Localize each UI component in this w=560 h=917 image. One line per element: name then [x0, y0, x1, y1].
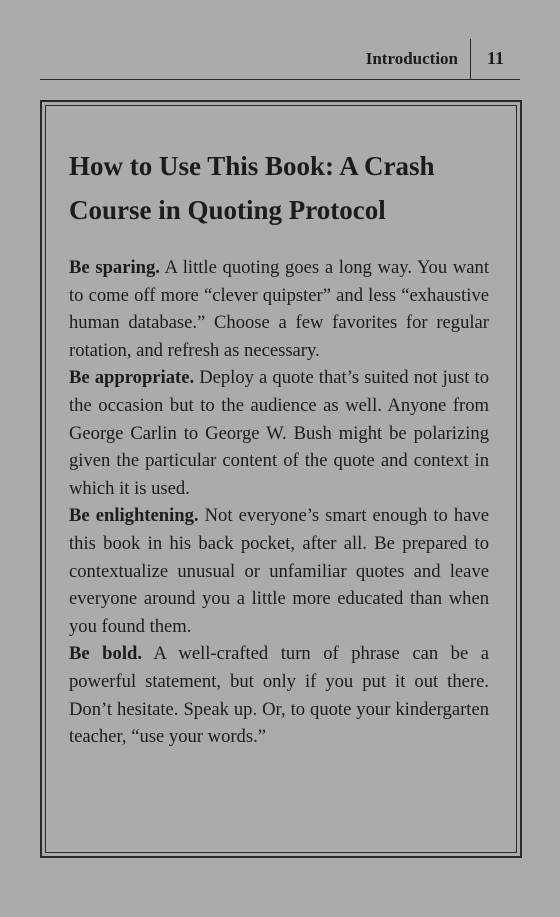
paragraph-text: A little quoting goes a long way. You want to come off more “clever quipster” and less “exhaustive human database.” Choose a few favorites for regular rotation, and refresh as necessary.	[69, 257, 489, 361]
header-divider	[470, 39, 471, 79]
body-text	[69, 254, 489, 751]
paragraph-bold	[69, 640, 489, 750]
paragraph-lead: Be sparing.	[69, 257, 160, 278]
section-title: Introduction	[365, 49, 458, 68]
paragraph-lead: Be enlightening.	[69, 505, 199, 527]
paragraph-sparing	[69, 254, 489, 364]
paragraph-appropriate	[69, 364, 489, 502]
paragraph-text: Deploy a quote that’s suited not just to the occasion but to the audience as well. Anyone from George Carlin to George W. Bush might be polarizing given the particular content of the quote and context in which it is used.	[69, 367, 489, 499]
paragraph-enlightening	[69, 502, 489, 640]
content-frame	[40, 100, 522, 858]
page-title: How to Use This Book: A Crash Course in Quoting Protocol	[69, 151, 435, 225]
paragraph-text: A well-crafted turn of phrase can be a powerful statement, but only if you put it out there. Don’t hesitate. Speak up. Or, to quote your kindergarten teacher, “use your words.”	[69, 643, 489, 748]
running-header	[40, 39, 520, 80]
page-number: 11	[486, 48, 504, 68]
page-content	[69, 144, 489, 751]
paragraph-text: Not everyone’s smart enough to have this book in his back pocket, after all. Be prepared to contextualize unusual or unfamiliar quotes and leave everyone around you a little more educated than when you found them.	[69, 505, 489, 637]
paragraph-lead: Be appropriate.	[69, 367, 195, 389]
paragraph-lead: Be bold.	[69, 643, 142, 665]
